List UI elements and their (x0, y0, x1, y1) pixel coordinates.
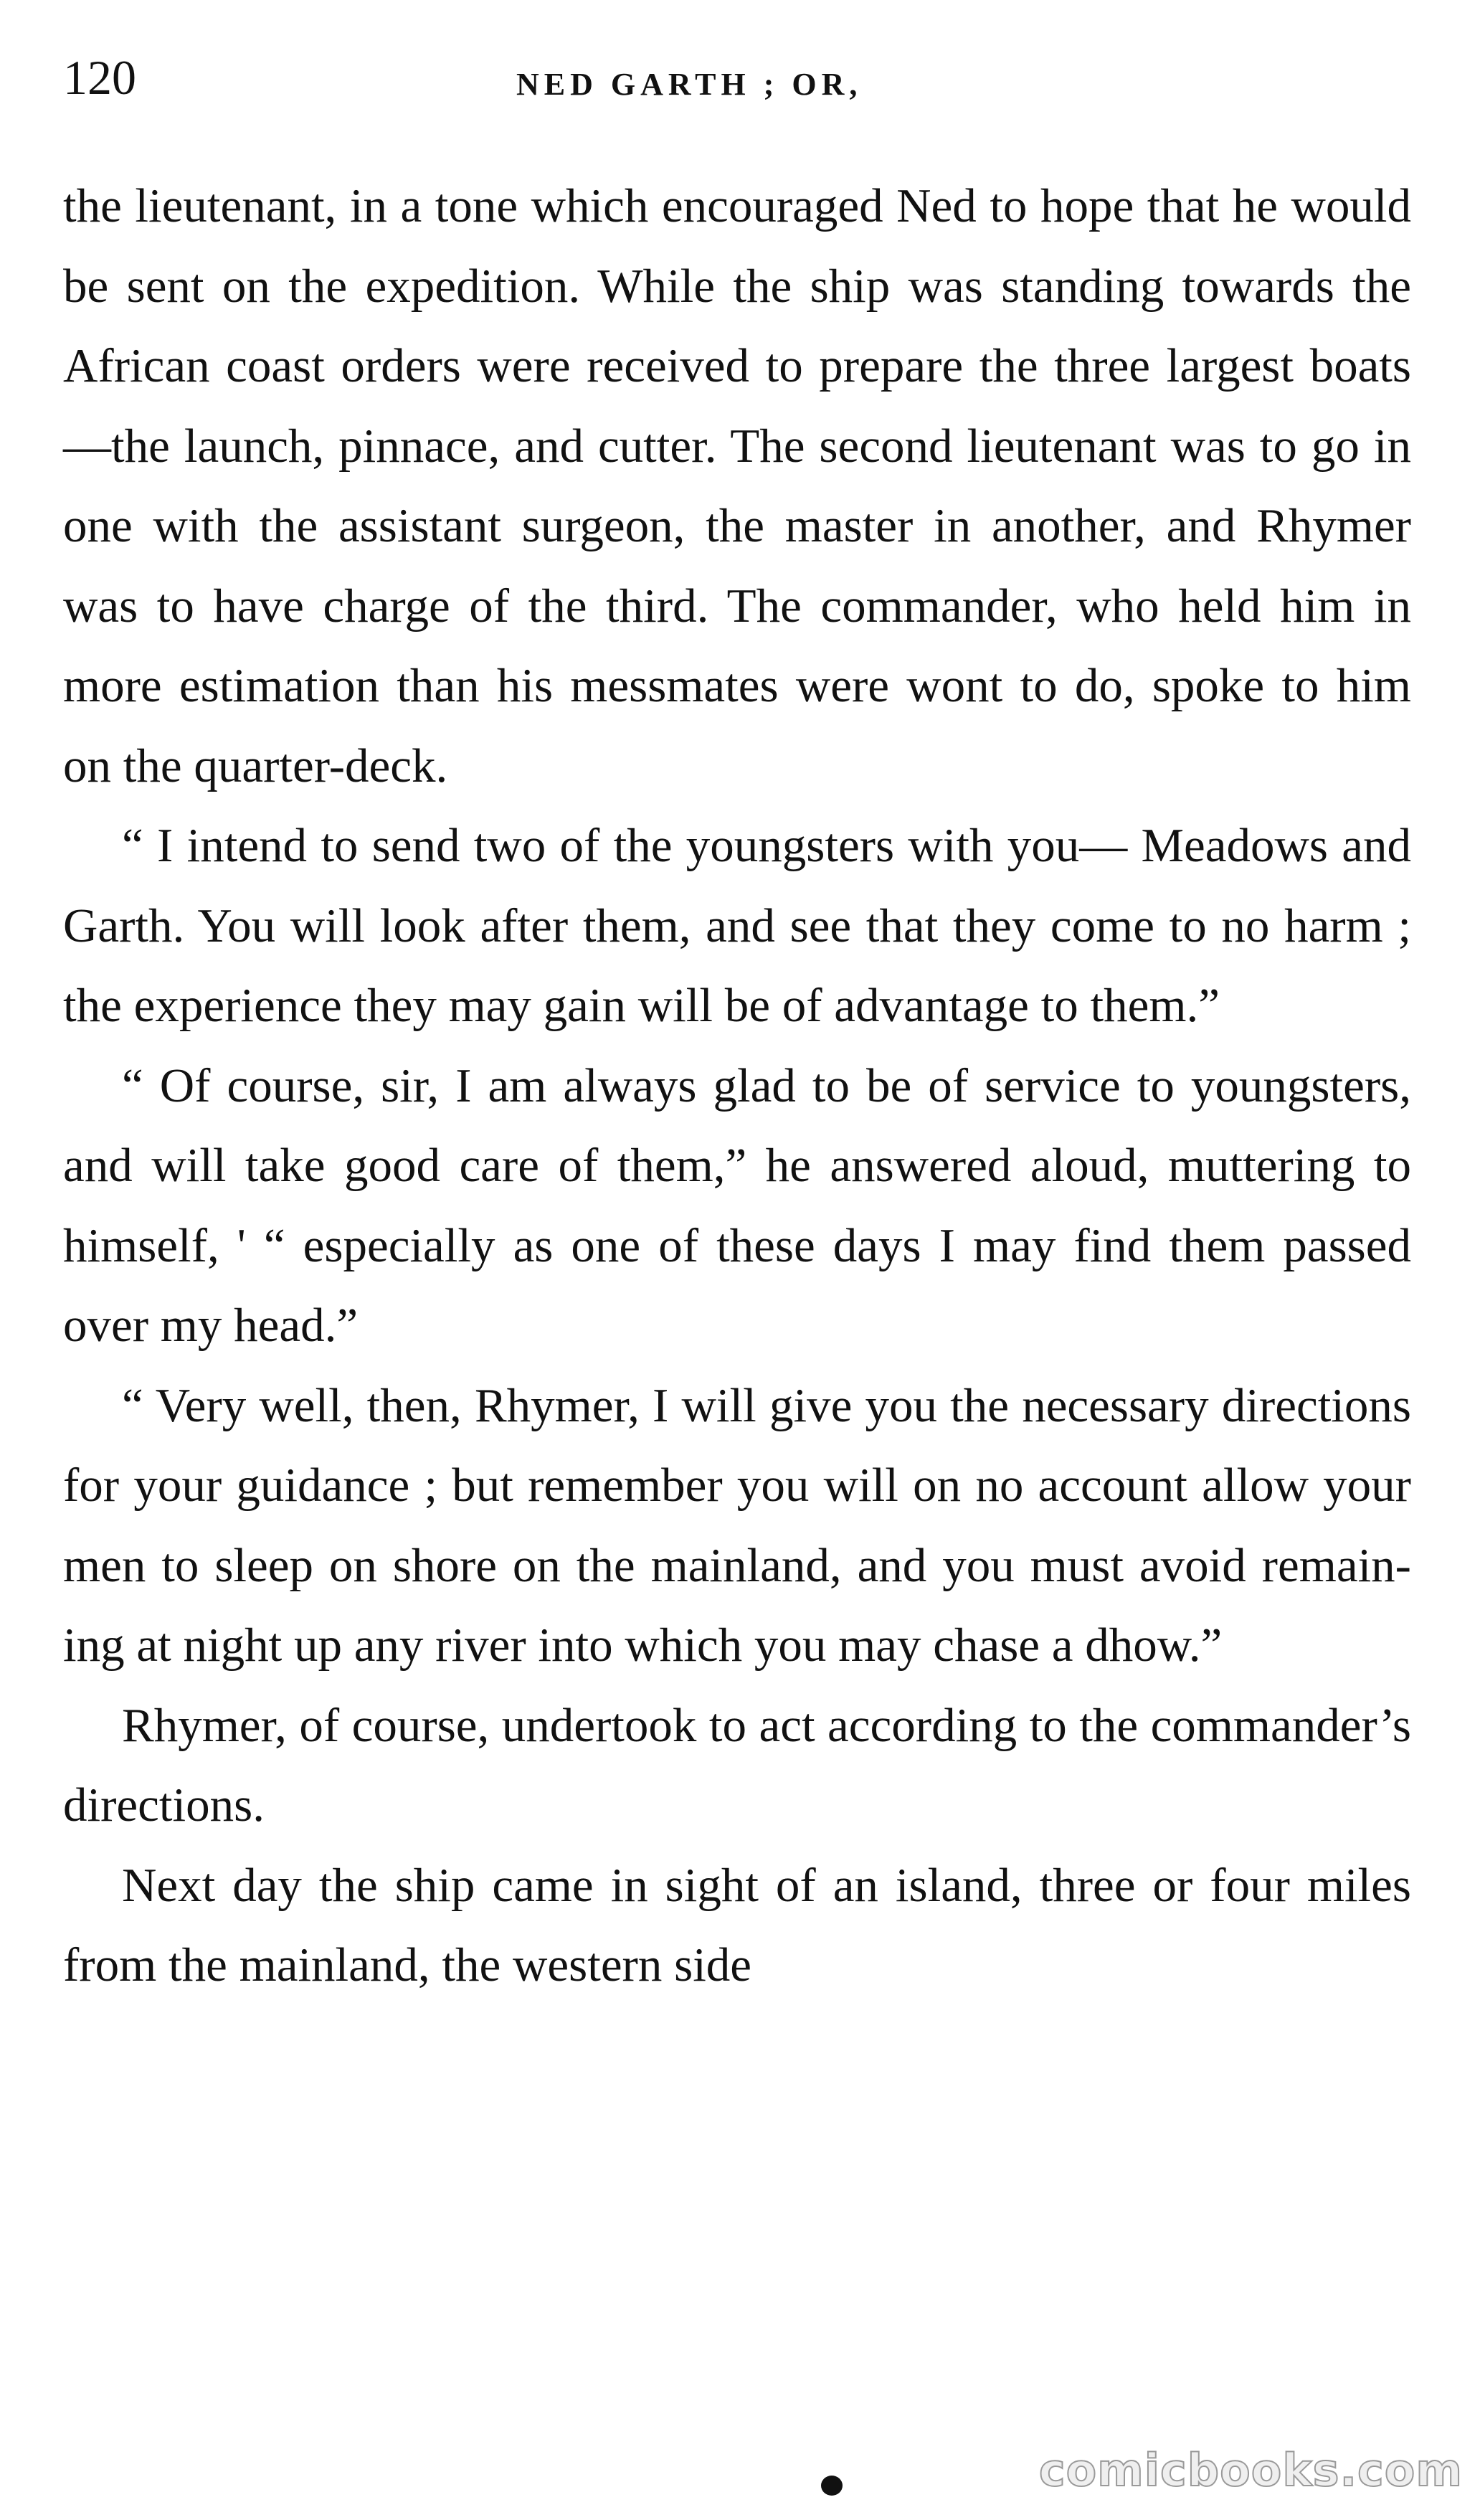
paragraph-4: “ Very well, then, Rhymer, I will give you the necessary directions for your guidance ; but remember you will on no account allow your men to sleep on shore on the mainland, and you must avoid remain- ing at night up any river into which you may chase a dhow.” (63, 1378, 1411, 1672)
page-mark (821, 2476, 843, 2496)
paragraph-5: Rhymer, of course, undertook to act according to the commander’s directions. (63, 1698, 1411, 1832)
paragraph-1: the lieutenant, in a tone which encouraged Ned to hope that he would be sent on the expedition. While the ship was standing towards the African coast orders were received to prepare the three largest boats—the launch, pinnace, and cutter. The second lieutenant was to go in one with the assistant surgeon, the master in another, and Rhymer was to have charge of the third. The commander, who held him in more estimation than his messmates were wont to do, spoke to him on the quarter-deck. (63, 179, 1411, 792)
paragraph-2: “ I intend to send two of the youngsters with you— Meadows and Garth. You will look after them, and see that they come to no harm ; the experience they may gain will be of advantage to them.” (63, 819, 1411, 1032)
paragraph-6: Next day the ship came in sight of an island, three or four miles from the mainland, the western side (63, 1858, 1411, 1991)
paragraph-3: “ Of course, sir, I am always glad to be of service to youngsters, and will take good care of them,” he answered aloud, muttering to himself, ' “ especially as one of these days I may find them passed over my head.” (63, 1058, 1411, 1352)
running-head: NED GARTH ; OR, (516, 67, 863, 102)
body-text (63, 166, 1411, 2006)
page-number: 120 (63, 50, 136, 105)
watermark: comicbooks.com (1038, 2444, 1463, 2496)
